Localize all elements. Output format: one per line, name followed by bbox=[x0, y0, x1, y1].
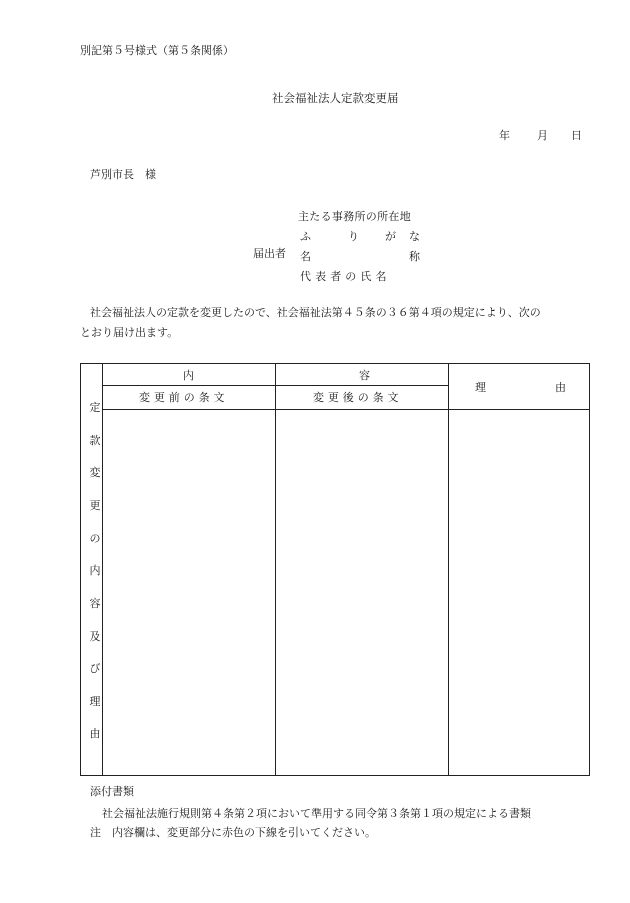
addressee: 芦別市長 様 bbox=[90, 168, 156, 181]
body-text-line-2: とおり届け出ます。 bbox=[80, 326, 179, 339]
row-label-char: 理 bbox=[89, 695, 101, 708]
date-year-label: 年 bbox=[499, 129, 510, 142]
furigana-char: が bbox=[385, 230, 396, 243]
amendment-table bbox=[80, 363, 590, 776]
applicant-section-label: 届出者 bbox=[253, 247, 286, 260]
reason-header-right: 由 bbox=[555, 381, 566, 394]
row-label-char: び bbox=[89, 662, 101, 675]
address-label: 主たる事務所の所在地 bbox=[298, 210, 411, 223]
representative-label: 代 表 者 の 氏 名 bbox=[300, 270, 387, 283]
row-label-char: 由 bbox=[89, 727, 101, 740]
row-label-char: 及 bbox=[89, 630, 101, 643]
after-text-cell[interactable] bbox=[276, 410, 448, 775]
name-label-right: 称 bbox=[409, 250, 420, 263]
row-label-char: 内 bbox=[89, 564, 101, 577]
before-column-header: 変 更 前 の 条 文 bbox=[139, 391, 225, 404]
attachments-heading: 添付書類 bbox=[90, 785, 134, 798]
attachments-item: 社会福祉法施行規則第４条第２項において準用する同令第３条第１項の規定による書類 bbox=[102, 807, 531, 820]
name-label-row bbox=[298, 248, 420, 261]
row-label-char: 変 bbox=[89, 466, 101, 479]
content-header-left: 内 bbox=[183, 369, 194, 382]
before-text-cell[interactable] bbox=[103, 410, 275, 775]
representative-label-row bbox=[298, 268, 420, 281]
content-header-right: 容 bbox=[359, 369, 370, 382]
note-text: 注 内容欄は、変更部分に赤色の下線を引いてください。 bbox=[90, 826, 376, 839]
body-text-line-1: 社会福祉法人の定款を変更したので、社会福祉法第４５条の３６第４項の規定により、次の bbox=[90, 306, 541, 319]
row-label-char: の bbox=[89, 532, 101, 545]
row-label-char: 定 bbox=[89, 401, 101, 414]
date-month-label: 月 bbox=[537, 129, 548, 142]
form-number: 別記第５号様式（第５条関係） bbox=[80, 44, 234, 57]
row-label-char: 容 bbox=[89, 597, 101, 610]
name-label-left: 名 bbox=[300, 250, 311, 263]
furigana-label-row bbox=[298, 228, 420, 241]
reason-cell[interactable] bbox=[449, 410, 589, 775]
table-divider bbox=[102, 385, 448, 386]
after-column-header: 変 更 後 の 条 文 bbox=[313, 391, 399, 404]
row-label-char: 款 bbox=[89, 434, 101, 447]
address-label-row bbox=[298, 208, 420, 221]
date-day-label: 日 bbox=[571, 129, 582, 142]
row-label-char: 更 bbox=[89, 499, 101, 512]
reason-header-left: 理 bbox=[475, 381, 486, 394]
document-title: 社会福祉法人定款変更届 bbox=[272, 91, 399, 105]
furigana-char: な bbox=[409, 230, 420, 243]
furigana-char: り bbox=[348, 230, 359, 243]
furigana-char: ふ bbox=[300, 230, 311, 243]
